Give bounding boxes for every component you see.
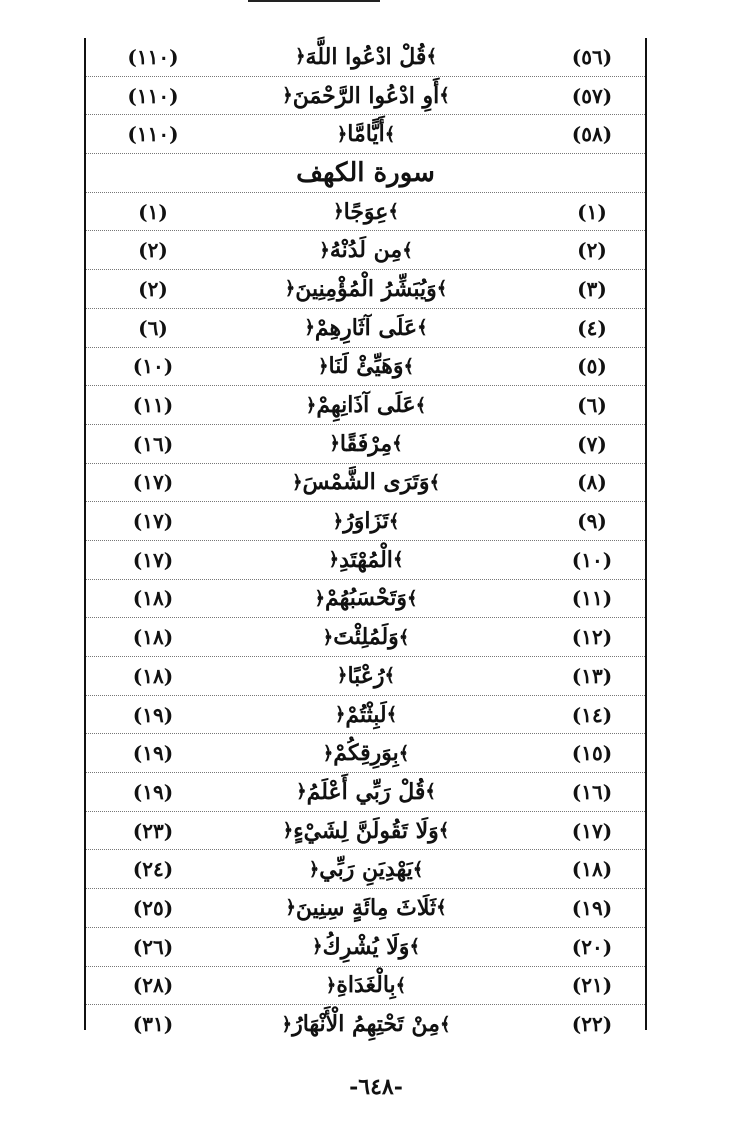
page-reference: (١٠) [132, 354, 174, 379]
page-reference: (١٦) [132, 431, 174, 456]
ornate-bracket-open: ﴾ [386, 704, 398, 726]
ornate-bracket-open: ﴾ [438, 820, 450, 842]
page-reference: (٢) [138, 238, 168, 263]
ornate-bracket-close: ﴿ [285, 897, 296, 919]
ornate-bracket-close: ﴿ [319, 239, 330, 261]
page-reference: (١٩) [132, 741, 174, 766]
ornate-bracket-close: ﴿ [284, 278, 296, 300]
ornate-bracket-open: ﴾ [388, 201, 399, 223]
phrase-text: قُلْ رَبِّي أَعْلَمُ [306, 778, 426, 805]
quran-phrase [216, 773, 516, 811]
ornate-bracket-open: ﴾ [439, 1013, 451, 1035]
ornate-bracket-open: ﴾ [407, 587, 418, 609]
page-reference: (١٧) [132, 547, 174, 572]
verse-number: (١٧) [571, 818, 613, 843]
table-row [86, 502, 645, 541]
surah-heading: سورة الكهف [296, 157, 435, 188]
verse-number: (٢٠) [571, 934, 613, 959]
ornate-bracket-open: ﴾ [384, 665, 396, 687]
phrase-text: عَلَى آثَارِهِمْ [314, 314, 418, 341]
quran-phrase [216, 425, 516, 463]
quran-phrase [216, 502, 516, 540]
verse-number: (٨) [577, 470, 607, 495]
verse-number: (١٢) [571, 625, 613, 650]
ornate-bracket-close: ﴿ [336, 665, 348, 687]
page-reference: (١٨) [132, 663, 174, 688]
ornate-bracket-close: ﴿ [291, 471, 303, 493]
table-row [86, 850, 645, 889]
quran-phrase [216, 270, 516, 308]
ornate-bracket-open: ﴾ [395, 974, 407, 996]
phrase-text: وَتَحْسَبُهُمْ [325, 585, 407, 612]
ornate-bracket-close: ﴿ [295, 46, 306, 68]
quran-phrase [216, 541, 516, 579]
ornate-bracket-open: ﴾ [426, 46, 437, 68]
ornate-bracket-close: ﴿ [329, 433, 340, 455]
verse-number: (٣) [577, 276, 607, 301]
quran-phrase [216, 231, 516, 269]
table-row [86, 309, 645, 348]
ornate-bracket-open: ﴾ [384, 123, 396, 145]
verse-number: (١٤) [571, 702, 613, 727]
quran-phrase [216, 348, 516, 386]
page-reference: (١١٠) [127, 44, 179, 69]
ornate-bracket-close: ﴿ [281, 1013, 293, 1035]
quran-phrase [216, 967, 516, 1005]
table-row [86, 115, 645, 154]
quran-phrase [216, 889, 516, 927]
quran-phrase [216, 115, 516, 153]
surah-heading-row [86, 154, 645, 193]
phrase-text: مِرْفَقًا [339, 430, 393, 457]
ornate-bracket-close: ﴿ [332, 510, 344, 532]
page-reference: (٢٥) [132, 895, 174, 920]
page-reference: (٢٨) [132, 973, 174, 998]
phrase-text: رُعْبًا [347, 662, 385, 689]
table-row [86, 967, 645, 1006]
page-reference: (٢٦) [132, 934, 174, 959]
page-reference: (٢٤) [132, 857, 174, 882]
ornate-bracket-close: ﴿ [333, 201, 344, 223]
ornate-bracket-close: ﴿ [334, 704, 346, 726]
ornate-bracket-open: ﴾ [439, 85, 450, 107]
phrase-text: لَبِثْتُمْ [345, 701, 387, 728]
ornate-bracket-close: ﴿ [328, 549, 340, 571]
verse-number: (٢١) [571, 973, 613, 998]
phrase-text: عَلَى آذَانِهِمْ [316, 392, 416, 419]
ornate-bracket-close: ﴿ [325, 974, 337, 996]
verse-number: (٢٢) [571, 1012, 613, 1037]
ornate-bracket-open: ﴾ [403, 355, 414, 377]
quran-phrase [216, 464, 516, 502]
verse-number: (١١) [571, 586, 613, 611]
table-row [86, 812, 645, 851]
ornate-bracket-close: ﴿ [282, 820, 294, 842]
table-row [86, 618, 645, 657]
quran-phrase [216, 657, 516, 695]
phrase-text: ثَلَاثَ مِائَةٍ سِنِينَ [295, 894, 437, 921]
page-reference: (١١٠) [127, 83, 179, 108]
quran-phrase [216, 38, 516, 76]
ornate-bracket-close: ﴿ [322, 626, 334, 648]
table-row [86, 425, 645, 464]
quran-phrase [216, 850, 516, 888]
quran-phrase [216, 77, 516, 115]
verse-number: (١٥) [571, 741, 613, 766]
verse-number: (٥٦) [571, 44, 613, 69]
quran-phrase [216, 580, 516, 618]
page-reference: (١٨) [132, 625, 174, 650]
ornate-bracket-open: ﴾ [398, 626, 410, 648]
page-reference: (١١٠) [127, 122, 179, 147]
page-reference: (١) [138, 199, 168, 224]
phrase-text: بِوَرِقِكُمْ [333, 740, 399, 767]
verse-number: (١٣) [571, 663, 613, 688]
quran-phrase [216, 1005, 516, 1043]
verse-number: (١) [577, 199, 607, 224]
page-number: -٦٤٨- [349, 1074, 403, 1100]
phrase-text: وَهَيِّئْ لَنَا [328, 353, 404, 380]
table-row [86, 773, 645, 812]
page-reference: (١٧) [132, 470, 174, 495]
verse-number: (٤) [577, 315, 607, 340]
phrase-text: أَيًّامَّا [347, 121, 385, 148]
table-row [86, 928, 645, 967]
ornate-bracket-open: ﴾ [412, 858, 424, 880]
quran-phrase [216, 928, 516, 966]
ornate-bracket-open: ﴾ [425, 781, 436, 803]
quran-phrase [216, 386, 516, 424]
verse-number: (١٩) [571, 895, 613, 920]
ornate-bracket-close: ﴿ [296, 781, 307, 803]
ornate-bracket-open: ﴾ [388, 510, 400, 532]
ornate-bracket-open: ﴾ [392, 433, 403, 455]
ornate-bracket-open: ﴾ [392, 549, 404, 571]
verse-number: (١٠) [571, 547, 613, 572]
top-rule [248, 0, 380, 2]
ornate-bracket-close: ﴿ [304, 317, 315, 339]
ornate-bracket-close: ﴿ [282, 85, 293, 107]
phrase-text: الْمُهْتَدِ [339, 546, 393, 573]
verse-number: (٦) [577, 393, 607, 418]
table-row [86, 580, 645, 619]
phrase-text: مِن لَدُنْهُ [329, 237, 403, 264]
table-row [86, 270, 645, 309]
phrase-text: تَزَاوَرُ [343, 508, 389, 535]
verse-number: (٩) [577, 509, 607, 534]
ornate-bracket-close: ﴿ [318, 355, 329, 377]
table-row [86, 348, 645, 387]
ornate-bracket-close: ﴿ [305, 394, 317, 416]
ornate-bracket-close: ﴿ [312, 936, 323, 958]
table-row [86, 734, 645, 773]
page-reference: (٣١) [132, 1012, 174, 1037]
verse-number: (٧) [577, 431, 607, 456]
verse-number: (٥٧) [571, 83, 613, 108]
ornate-bracket-open: ﴾ [436, 897, 447, 919]
verse-number: (٥) [577, 354, 607, 379]
phrase-text: عِوَجًا [343, 198, 389, 225]
ornate-bracket-open: ﴾ [436, 278, 448, 300]
page-reference: (١١) [132, 393, 174, 418]
page-reference: (١٨) [132, 586, 174, 611]
phrase-text: وَتَرَى الشَّمْسَ [302, 469, 430, 496]
verse-number: (١٨) [571, 857, 613, 882]
phrase-text: قُلْ ادْعُوا اللَّهَ [305, 43, 427, 70]
table-row [86, 38, 645, 77]
quran-phrase [216, 193, 516, 231]
quran-phrase [216, 309, 516, 347]
page-reference: (٢٣) [132, 818, 174, 843]
table-row [86, 386, 645, 425]
page-reference: (٦) [138, 315, 168, 340]
table-row [86, 1005, 645, 1043]
ornate-bracket-close: ﴿ [314, 587, 325, 609]
verse-number: (٢) [577, 238, 607, 263]
phrase-text: أَوِ ادْعُوا الرَّحْمَنَ [292, 82, 440, 109]
table-row [86, 657, 645, 696]
verse-number: (١٦) [571, 779, 613, 804]
ornate-bracket-open: ﴾ [429, 471, 441, 493]
phrase-text: وَيُبَشِّرُ الْمُؤْمِنِينَ [295, 275, 437, 302]
phrase-text: وَلَا تَقُولَنَّ لِشَيْءٍ [293, 817, 439, 844]
phrase-text: وَلَا يُشْرِكُ [322, 933, 410, 960]
phrase-text: يَهْدِيَنِ رَبِّي [319, 856, 413, 883]
index-table [84, 38, 647, 1038]
table-row [86, 193, 645, 232]
quran-phrase [216, 734, 516, 772]
table-row [86, 231, 645, 270]
ornate-bracket-close: ﴿ [308, 858, 320, 880]
page-reference: (١٩) [132, 702, 174, 727]
ornate-bracket-open: ﴾ [415, 394, 427, 416]
page-reference: (١٩) [132, 779, 174, 804]
phrase-text: مِنْ تَحْتِهِمُ الْأَنْهَارُ [292, 1011, 440, 1038]
table-row [86, 464, 645, 503]
ornate-bracket-close: ﴿ [336, 123, 348, 145]
ornate-bracket-open: ﴾ [402, 239, 413, 261]
quran-phrase [216, 696, 516, 734]
table-row [86, 696, 645, 735]
ornate-bracket-open: ﴾ [398, 742, 410, 764]
page-reference: (١٧) [132, 509, 174, 534]
phrase-text: بِالْغَدَاةِ [336, 972, 396, 999]
table-row [86, 541, 645, 580]
verse-number: (٥٨) [571, 122, 613, 147]
quran-phrase [216, 618, 516, 656]
ornate-bracket-open: ﴾ [417, 317, 428, 339]
page-reference: (٢) [138, 276, 168, 301]
quran-phrase [216, 812, 516, 850]
phrase-text: وَلَمُلِئْتَ [333, 624, 399, 651]
ornate-bracket-open: ﴾ [409, 936, 420, 958]
table-row [86, 77, 645, 116]
ornate-bracket-close: ﴿ [322, 742, 334, 764]
table-row [86, 889, 645, 928]
